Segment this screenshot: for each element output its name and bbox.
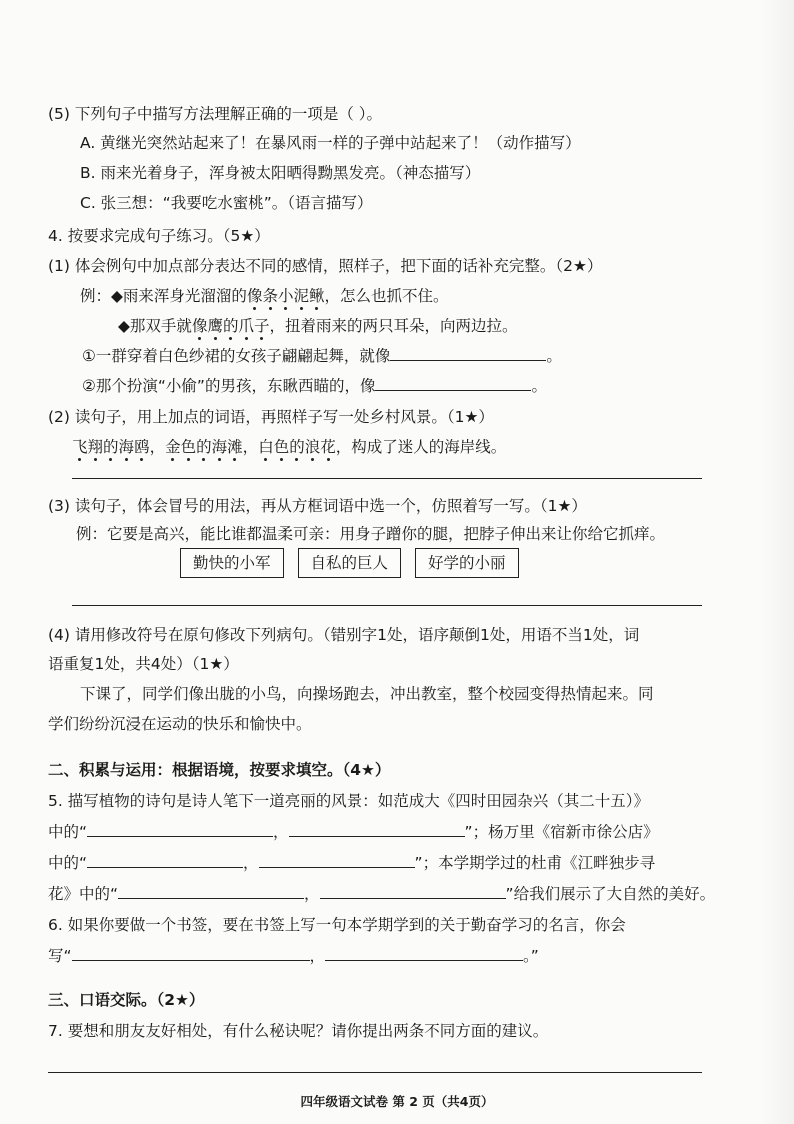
- q5-blank-3[interactable]: [87, 853, 243, 868]
- example2-dotted: 像鹰的爪子: [191, 317, 270, 335]
- sep-3: ，: [335, 438, 352, 456]
- q5-l2-open: 中的“: [48, 823, 88, 841]
- sep-1: ，: [149, 438, 166, 456]
- q4-1-example1: [80, 286, 449, 306]
- example-label: 例：◆: [80, 287, 123, 305]
- q4-4-stem-line2: 语重复1处，共4处）（1★）: [48, 655, 239, 673]
- word-box-1: 勤快的小军: [180, 548, 284, 578]
- q5-fill-line3: [48, 853, 655, 873]
- q5-l4-close: ”给我们展示了大自然的美好。: [505, 885, 716, 903]
- q6-comma: ，: [309, 947, 326, 965]
- q4-3-answer-line[interactable]: [72, 605, 702, 606]
- item2-period: 。: [531, 377, 547, 395]
- item1-answer-blank[interactable]: [390, 346, 546, 361]
- section3-title: 三、口语交际。（2★）: [48, 991, 205, 1009]
- q4-1-item2: [82, 376, 547, 396]
- section2-title: 二、积累与运用：根据语境，按要求填空。（4★）: [48, 761, 391, 779]
- word-box-3: 好学的小丽: [415, 548, 519, 578]
- word-2: 金色的海滩: [165, 438, 243, 456]
- item1-period: 。: [546, 347, 562, 365]
- q5-l2-close: ”；杨万里《宿新市徐公店》: [464, 823, 659, 841]
- example2-pre: 那双手就: [129, 317, 192, 335]
- q5-blank-5[interactable]: [118, 884, 304, 899]
- q6-line1: 6. 如果你要做一个书签，要在书签上写一句本学期学到的关于勤奋学习的名言，你会: [48, 916, 626, 934]
- page-footer: 四年级语文试卷 第 2 页（共4页）: [300, 1094, 494, 1109]
- q6-open: 写“: [48, 947, 72, 965]
- q5-blank-1[interactable]: [87, 822, 273, 837]
- q5-l3-comma: ，: [243, 854, 259, 872]
- q4-2-stem: (2) 读句子，用上加点的词语，再照样子写一处乡村风景。（1★）: [48, 408, 494, 426]
- example1-post: ，怎么也抓不住。: [324, 287, 449, 305]
- q6-blank-1[interactable]: [72, 946, 310, 961]
- sep-2: ，: [242, 438, 259, 456]
- q5-l2-comma: ，: [273, 823, 289, 841]
- q5-option-c: C. 张三想：“我要吃水蜜桃”。（语言描写）: [80, 194, 373, 212]
- q5-option-b: B. 雨来光着身子，浑身被太阳晒得黝黑发亮。（神态描写）: [80, 164, 481, 182]
- q7-text: 7. 要想和朋友友好相处，有什么秘诀呢？请你提出两条不同方面的建议。: [48, 1022, 549, 1040]
- q4-2-example: [72, 437, 506, 457]
- q4-2-answer-line[interactable]: [72, 478, 702, 479]
- q5-stem: (5) 下列句子中描写方法理解正确的一项是（ ）。: [48, 105, 383, 123]
- q5-l3-open: 中的“: [48, 854, 88, 872]
- item1-text: ①一群穿着白色纱裙的女孩子翩翩起舞，就像: [82, 347, 391, 365]
- q7-answer-line[interactable]: [48, 1072, 702, 1073]
- q4-1-example2: [118, 316, 518, 336]
- q4-1-item1: [82, 346, 562, 366]
- example1-dotted: 像条小泥鳅: [246, 287, 325, 305]
- scan-edge-shadow: [760, 0, 794, 1124]
- q6-line2: [48, 946, 539, 966]
- q4-1-stem: (1) 体会例句中加点部分表达不同的感情，照样子，把下面的话补充完整。（2★）: [48, 257, 603, 275]
- word-box-2: 自私的巨人: [298, 548, 402, 578]
- word-box-group: [180, 548, 533, 578]
- word-3: 白色的浪花: [258, 438, 336, 456]
- q4-3-example: 例：它要是高兴，能比谁都温柔可亲：用身子蹭你的腿，把脖子伸出来让你给它抓痒。: [76, 525, 666, 543]
- q6-close: 。”: [523, 947, 539, 965]
- q4-3-stem: (3) 读句子，体会冒号的用法，再从方框词语中选一个，仿照着写一写。（1★）: [48, 497, 587, 515]
- q5-fill-line1: 5. 描写植物的诗句是诗人笔下一道亮丽的风景：如范成大《四时田园杂兴（其二十五）》: [48, 792, 649, 810]
- q4-4-sentence-line1: 下课了，同学们像出胧的小鸟，向操场跑去，冲出教室，整个校园变得热情起来。同: [80, 685, 654, 703]
- q4-title: 4. 按要求完成句子练习。（5★）: [48, 227, 270, 245]
- q5-fill-line4: [48, 884, 715, 904]
- q5-blank-4[interactable]: [259, 853, 415, 868]
- example1-pre: 雨来浑身光溜溜的: [122, 287, 247, 305]
- item2-text: ②那个扮演“小偷”的男孩，东瞅西瞄的，像: [82, 377, 376, 395]
- example2-bullet: ◆: [118, 317, 130, 335]
- q5-blank-2[interactable]: [289, 822, 465, 837]
- example-tail: 构成了迷人的海岸线。: [351, 438, 507, 456]
- item2-answer-blank[interactable]: [375, 376, 531, 391]
- q5-l3-close: ”；本学期学过的杜甫《江畔独步寻: [414, 854, 656, 872]
- q5-l4-open: 花》中的“: [48, 885, 119, 903]
- q4-4-sentence-line2: 学们纷纷沉浸在运动的快乐和愉快中。: [48, 715, 312, 733]
- example2-post: ，扭着雨来的两只耳朵，向两边拉。: [269, 317, 518, 335]
- word-1: 飞翔的海鸥: [72, 438, 150, 456]
- q5-l4-comma: ，: [304, 885, 320, 903]
- q6-blank-2[interactable]: [325, 946, 523, 961]
- q5-blank-6[interactable]: [320, 884, 506, 899]
- q5-option-a: A. 黄继光突然站起来了！在暴风雨一样的子弹中站起来了！（动作描写）: [80, 134, 581, 152]
- q5-fill-line2: [48, 822, 659, 842]
- q4-4-stem-line1: (4) 请用修改符号在原句修改下列病句。（错别字1处，语序颠倒1处，用语不当1处，词: [48, 626, 640, 644]
